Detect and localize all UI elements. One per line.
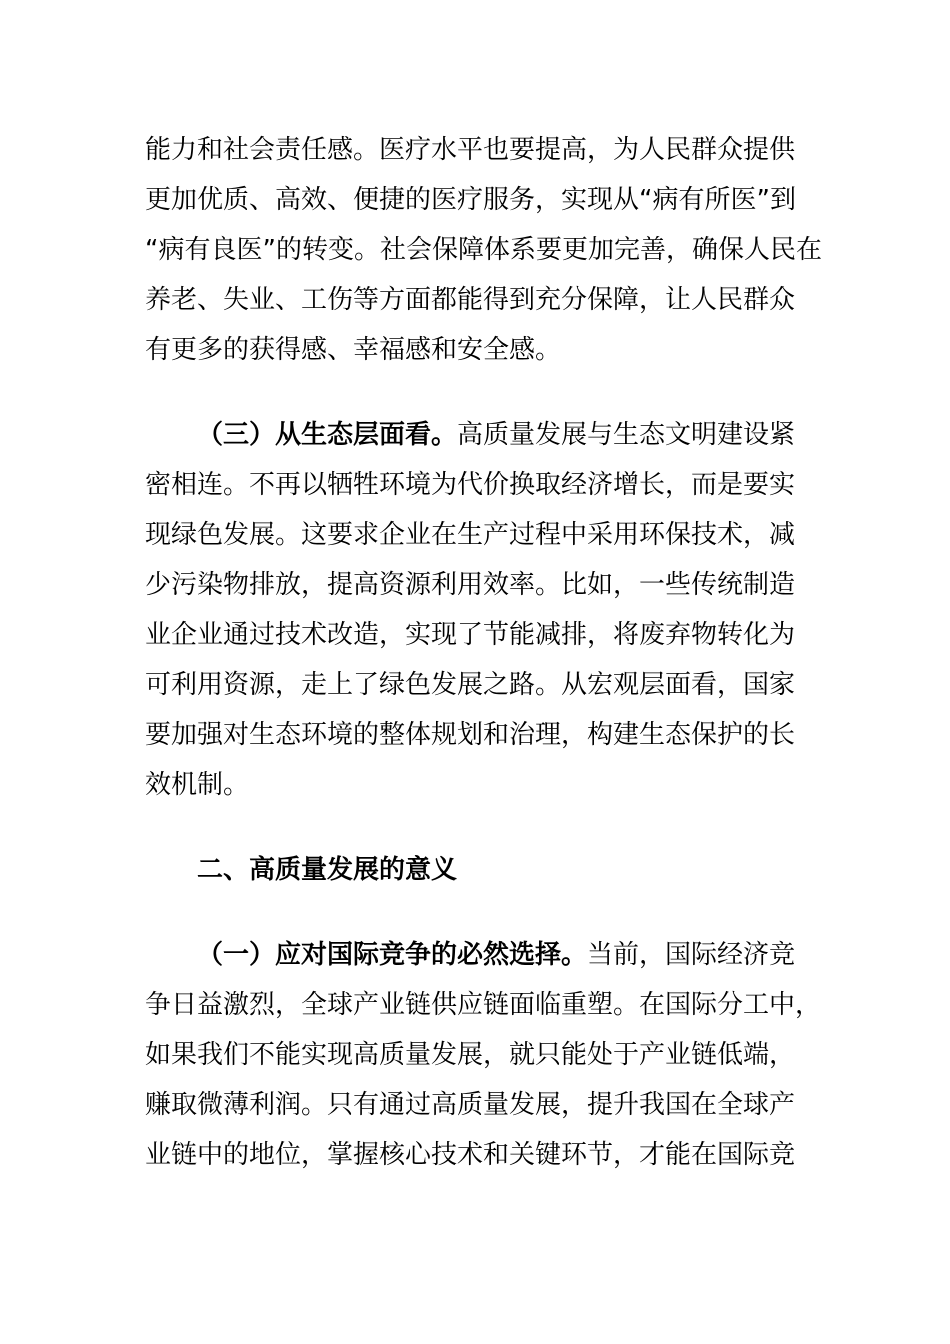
paragraph-line: 现绿色发展。这要求企业在生产过程中采用环保技术，减: [145, 520, 796, 550]
subheading: （一）应对国际竞争的必然选择。: [197, 940, 588, 970]
paragraph-line: 争日益激烈，全球产业链供应链面临重塑。在国际分工中，: [145, 990, 822, 1020]
paragraph-line: 可利用资源，走上了绿色发展之路。从宏观层面看，国家: [145, 670, 796, 700]
paragraph-line: 赚取微薄利润。只有通过高质量发展，提升我国在全球产: [145, 1090, 796, 1120]
paragraph-text: 高质量发展与生态文明建设紧: [457, 420, 796, 450]
paragraph-line: 要加强对生态环境的整体规划和治理，构建生态保护的长: [145, 720, 796, 750]
paragraph-text: 当前，国际经济竞: [587, 940, 796, 970]
paragraph-line: 能力和社会责任感。医疗水平也要提高，为人民群众提供: [145, 135, 796, 165]
paragraph-line: 有更多的获得感、幸福感和安全感。: [145, 335, 562, 365]
paragraph-first-line: [197, 420, 795, 450]
paragraph-first-line: [197, 940, 795, 970]
paragraph-line: 更加优质、高效、便捷的医疗服务，实现从“病有所医”到: [145, 185, 796, 215]
paragraph-line: 密相连。不再以牺牲环境为代价换取经济增长，而是要实: [145, 470, 796, 500]
paragraph-line: “病有良医”的转变。社会保障体系要更加完善，确保人民在: [145, 235, 822, 265]
paragraph-line: 如果我们不能实现高质量发展，就只能处于产业链低端，: [145, 1040, 796, 1070]
paragraph-line: 业链中的地位，掌握核心技术和关键环节，才能在国际竞: [145, 1140, 796, 1170]
paragraph-line: 效机制。: [145, 770, 250, 800]
paragraph-line: 少污染物排放，提高资源利用效率。比如，一些传统制造: [145, 570, 796, 600]
paragraph-line: 养老、失业、工伤等方面都能得到充分保障，让人民群众: [145, 285, 796, 315]
section-heading: 二、高质量发展的意义: [197, 855, 458, 885]
paragraph-line: 业企业通过技术改造，实现了节能减排，将废弃物转化为: [145, 620, 796, 650]
subheading: （三）从生态层面看。: [197, 420, 458, 450]
